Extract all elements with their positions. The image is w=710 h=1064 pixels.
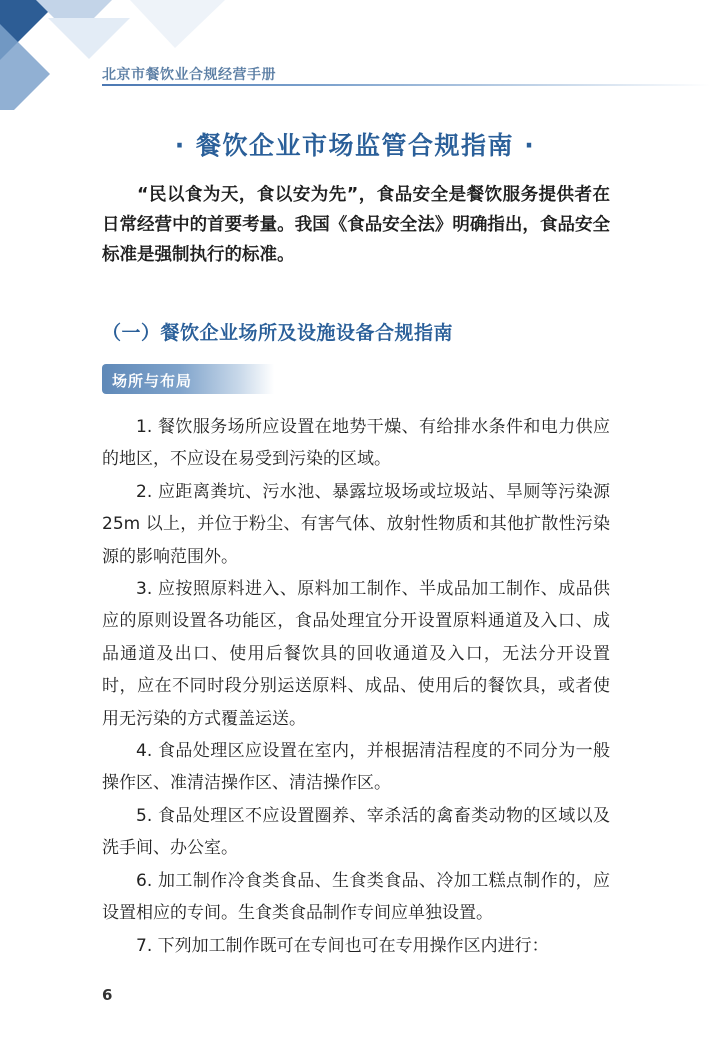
body-paragraph-4: 4. 食品处理区应设置在室内，并根据清洁程度的不同分为一般操作区、准清洁操作区、清洁操作区。: [102, 741, 610, 794]
body-paragraph-7: 7. 下列加工制作既可在专间也可在专用操作区内进行：: [136, 935, 549, 956]
body-paragraph-6: 6. 加工制作冷食类食品、生食类食品、冷加工糕点制作的，应设置相应的专间。生食类食品制作专间应单独设置。: [102, 870, 610, 924]
subsection-label: 场所与布局: [112, 372, 193, 390]
body-paragraph-5: 5. 食品处理区不应设置圈养、宰杀活的禽畜类动物的区域以及洗手间、办公室。: [102, 805, 610, 859]
running-header: 北京市餐饮业合规经营手册: [102, 67, 276, 83]
body-paragraph-2: 2. 应距离粪坑、污水池、暴露垃圾场或垃圾站、旱厕等污染源 25m 以上，并位于粉尘、有害气体、放射性物质和其他扩散性污染源的影响范围外。: [102, 481, 610, 567]
subsection-tag: [102, 364, 274, 394]
intro-paragraph: “民以食为天，食以安为先”，食品安全是餐饮服务提供者在日常经营中的首要考量。我国《食品安全法》明确指出，食品安全标准是强制执行的标准。: [102, 185, 610, 265]
header-rule: [102, 84, 710, 86]
body-paragraph-1: 1. 餐饮服务场所应设置在地势干燥、有给排水条件和电力供应的地区，不应设在易受到污染的区域。: [102, 417, 610, 470]
corner-decoration: [0, 0, 240, 110]
body-text: [102, 411, 610, 962]
body-paragraph-3: 3. 应按照原料进入、原料加工制作、半成品加工制作、成品供应的原则设置各功能区，食品处理宜分开设置原料通道及入口、成品通道及出口、使用后餐饮具的回收通道及入口，无法分开设置时，应在不同时段分别运送原料、成品、使用后的餐饮具，或者使用无污染的方式覆盖运送。: [102, 579, 610, 729]
document-title: · 餐饮企业市场监管合规指南 ·: [174, 131, 536, 160]
section-heading: （一）餐饮企业场所及设施设备合规指南: [102, 322, 454, 344]
page-number: 6: [102, 986, 113, 1004]
